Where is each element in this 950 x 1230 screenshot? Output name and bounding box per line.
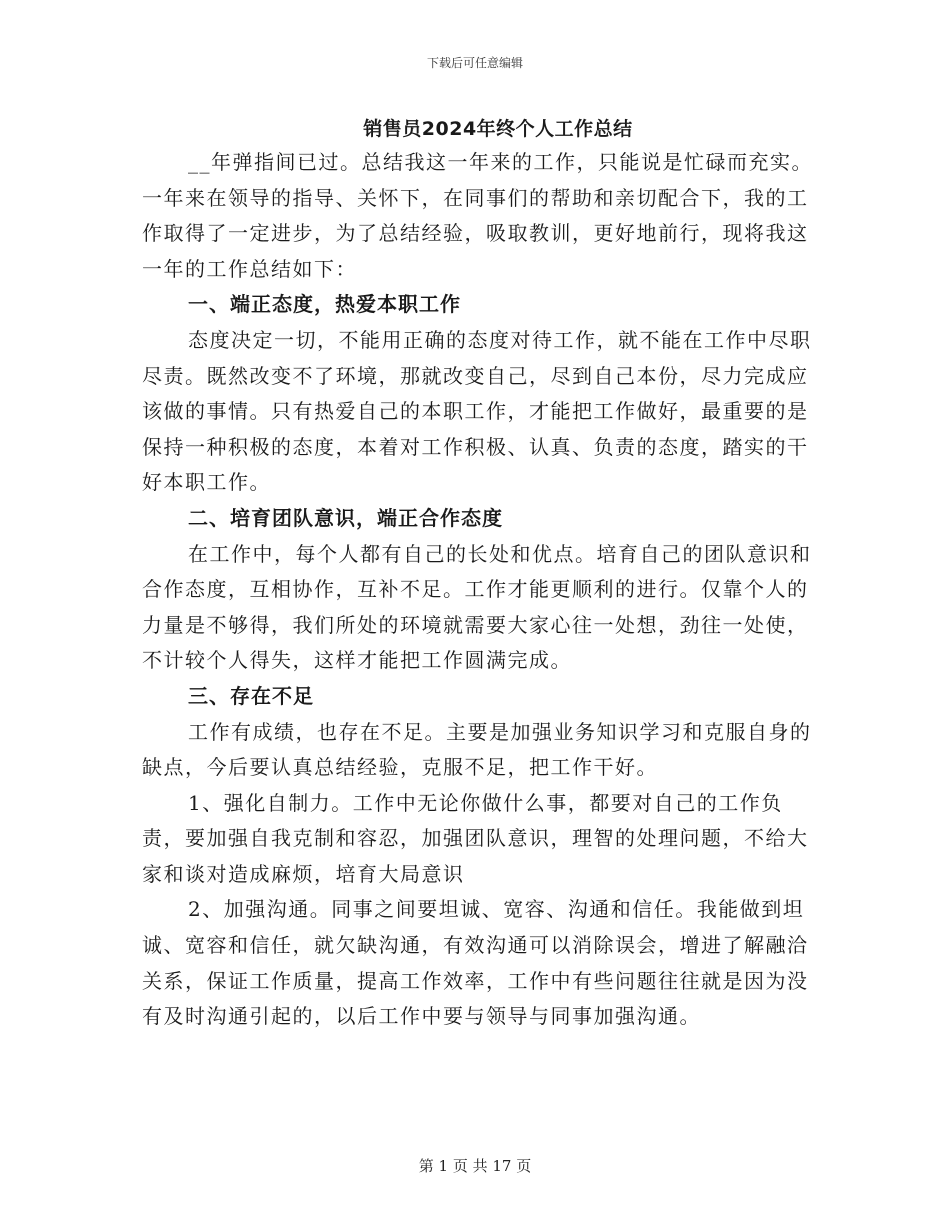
item-2-paragraph: 2、加强沟通。同事之间要坦诚、宽容、沟通和信任。我能做到坦诚、宽容和信任，就欠缺沟通，有效沟通可以消除误会，增进了解融洽关系，保证工作质量，提高工作效率，工作中有些问题往往就是因为没有及时沟通引起的，以后工作中要与领导与同事加强沟通。: [142, 897, 809, 1029]
document-title: 销售员2024年终个人工作总结: [363, 118, 633, 140]
intro-paragraph: __年弹指间已过。总结我这一年来的工作，只能说是忙碌而充实。一年来在领导的指导、关怀下，在同事们的帮助和亲切配合下，我的工作取得了一定进步，为了总结经验，吸取教训，更好地前行，现将我这一年的工作总结如下：: [142, 150, 813, 281]
page-footer: 第 1 页 共 17 页: [418, 1157, 532, 1175]
header-note: 下载后可任意编辑: [426, 56, 523, 70]
section-3-paragraph: 工作有成绩，也存在不足。主要是加强业务知识学习和克服自身的缺点，今后要认真总结经验，克服不足，把工作干好。: [142, 719, 812, 780]
document-body: [142, 145, 822, 1035]
section-2-paragraph: 在工作中，每个人都有自己的长处和优点。培育自己的团队意识和合作态度，互相协作，互补不足。工作才能更顺利的进行。仅靠个人的力量是不够得，我们所处的环境就需要大家心往一处想，劲往一处使，不计较个人得失，这样才能把工作圆满完成。: [142, 541, 812, 673]
section-heading-3: 三、存在不足: [188, 683, 314, 708]
item-1-paragraph: 1、强化自制力。工作中无论你做什么事，都要对自己的工作负责，要加强自我克制和容忍，加强团队意识，理智的处理问题，不给大家和谈对造成麻烦，培育大局意识: [142, 790, 809, 886]
section-1-paragraph: 态度决定一切，不能用正确的态度对待工作，就不能在工作中尽职尽责。既然改变不了环境，那就改变自己，尽到自己本份，尽力完成应该做的事情。只有热爱自己的本职工作，才能把工作做好，最重要的是保持一种积极的态度，本着对工作积极、认真、负责的态度，踏实的干好本职工作。: [142, 327, 812, 495]
section-heading-2: 二、培育团队意识，端正合作态度: [188, 505, 503, 530]
section-heading-1: 一、端正态度，热爱本职工作: [188, 292, 461, 317]
